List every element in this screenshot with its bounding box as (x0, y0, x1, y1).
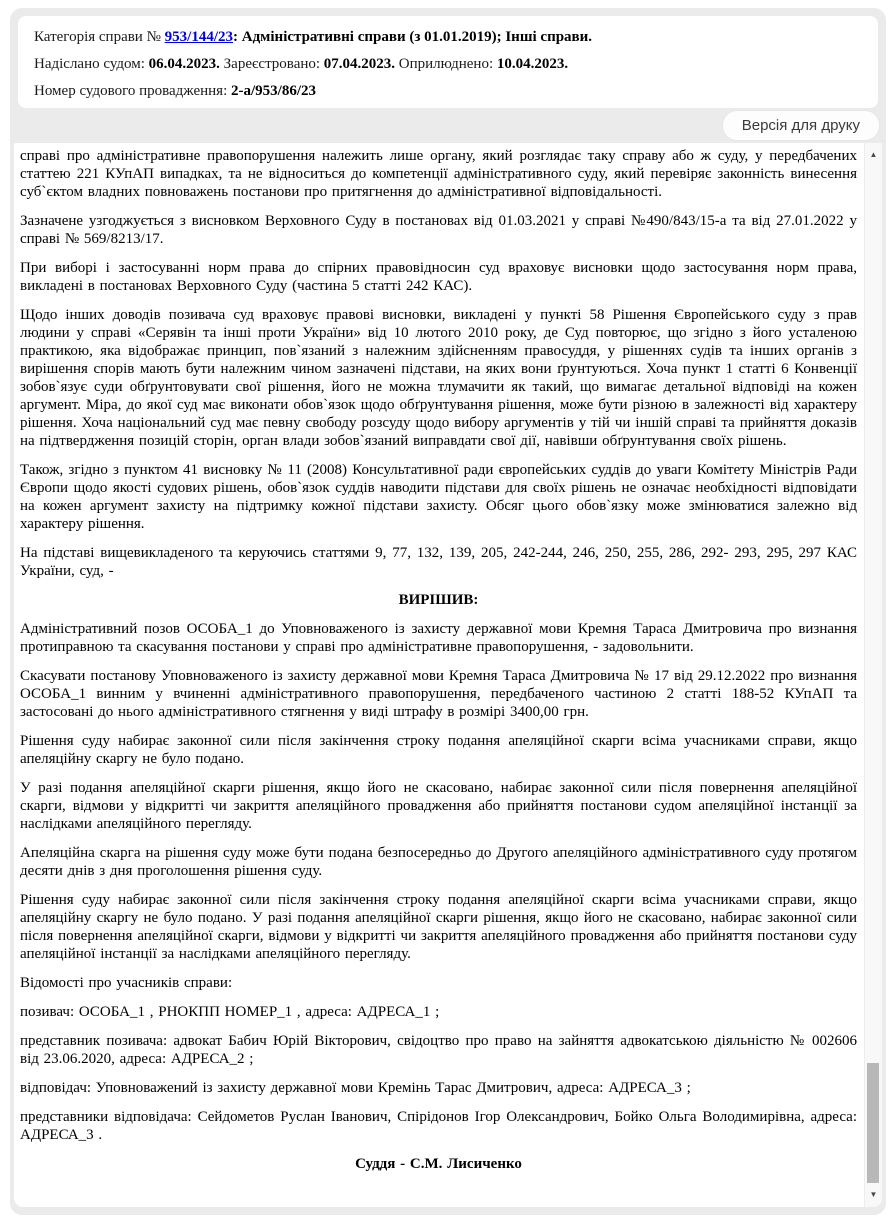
sent-label: Надіслано судом: (34, 56, 149, 72)
document-paragraph: представник позивача: адвокат Бабич Юрій Вікторович, свідоцтво про право на зайняття адвокатською діяльністю № 002606 від 23.06.2020, адреса: АДРЕСА_2 ; (20, 1033, 857, 1067)
document-paragraph: У разі подання апеляційної скарги рішення, якщо його не скасовано, набирає законної сили після повернення апеляційної скарги, відмови у відкритті чи закриття апеляційного провадження або прийняття постанови судом апеляційної інстанції за наслідками апеляційного перегляду. (20, 780, 857, 832)
published-date: 10.04.2023. (496, 56, 569, 72)
proceeding-number-line (34, 78, 862, 105)
document-paragraph: На підставі вищевикладеного та керуючись статтями 9, 77, 132, 139, 205, 242-244, 246, 250, 255, 286, 292- 293, 295, 297 КАС України, суд, - (20, 545, 857, 579)
proceeding-label: Номер судового провадження: (34, 83, 231, 99)
case-category-line (34, 24, 862, 51)
document-paragraph: Адміністративний позов ОСОБА_1 до Уповноваженого із захисту державної мови Кремня Тараса Дмитровича про визнання протиправною та скасування постанови у справі про адміністративне правопорушення, - задовольнити. (20, 621, 857, 655)
registered-label: Зареєстровано: (219, 56, 324, 72)
document-paragraph: Апеляційна скарга на рішення суду може бути подана безпосередньо до Другого апеляційного адміністративного суду протягом десяти днів з дня проголошення рішення суду. (20, 845, 857, 879)
document-paragraph: ВИРІШИВ: (398, 592, 479, 608)
case-category-value: : Адміністративні справи (з 01.01.2019); Інші справи. (233, 29, 593, 45)
document-paragraph: позивач: ОСОБА_1 , РНОКПП НОМЕР_1 , адреса: АДРЕСА_1 ; (20, 1004, 440, 1020)
sent-date: 06.04.2023. (148, 56, 220, 72)
proceeding-number: 2-а/953/86/23 (231, 83, 316, 99)
document-paragraph: Суддя - С.М. Лисиченко (355, 1156, 522, 1172)
published-label: Оприлюднено: (395, 56, 497, 72)
document-paragraph: відповідач: Уповноважений із захисту державної мови Кремінь Тарас Дмитрович, адреса: АДРЕСА_3 ; (20, 1080, 691, 1096)
document-paragraph: Зазначене узгоджується з висновком Верховного Суду в постановах від 01.03.2021 у справі №490/843/15-а та від 27.01.2022 у справі № 569/8213/17. (20, 213, 857, 247)
scroll-down-icon[interactable]: ▼ (869, 1190, 878, 1199)
print-version-button[interactable]: Версія для друку (722, 110, 880, 141)
scrollbar-thumb[interactable] (867, 1063, 879, 1183)
case-meta-panel (18, 16, 878, 108)
document-scrollbar[interactable] (864, 143, 882, 1207)
case-number-link[interactable]: 953/144/23 (164, 29, 233, 45)
scroll-up-icon[interactable]: ▲ (869, 150, 878, 159)
document-paragraph: Рішення суду набирає законної сили після закінчення строку подання апеляційної скарги всіма учасниками справи, якщо апеляційну скаргу не було подано. (20, 733, 857, 767)
document-paragraph: справі про адміністративне правопорушення належить лише органу, який розглядає таку справу або ж суду, у передбачених статтею 221 КУпАП випадках, та не відноситься до компетенції адміністративного суду, який перевіряє законність винесення суб`єктом владних повноважень постанови про притягнення до адміністративної відповідальності. (20, 148, 857, 200)
document-paragraph: Рішення суду набирає законної сили після закінчення строку подання апеляційної скарги всіма учасниками справи, якщо апеляційну скаргу не було подано. У разі подання апеляційної скарги рішення, якщо його не скасовано, набирає законної сили після повернення апеляційної скарги, відмови у відкритті чи закриття апеляційного провадження або прийняття постанови суду апеляційної інстанції за наслідками апеляційного перегляду. (20, 892, 857, 962)
case-card (10, 8, 886, 1215)
document-paragraph: Щодо інших доводів позивача суд враховує правові висновки, викладені у пункті 58 Рішення Європейського суду з прав людини у справі «Серявін та інші проти України» від 10 лютого 2010 року, де Суд повторює, що згідно з його усталеною практикою, яка відображає принцип, пов`язаний з належним здійсненням правосуддя, у рішеннях судів та інших органів з вирішення спорів мають бути належним чином зазначені підстави, на яких вони ґрунтуються. Хоча пункт 1 статті 6 Конвенції зобов`язує суди обґрунтовувати свої рішення, його не можна тлумачити як такий, що вимагає детальної відповіді на кожен аргумент. Міра, до якої суд має виконати обов`язок щодо обґрунтування рішення, може бути різною в залежності від характеру рішення. Хоча національний суд має певну свободу розсуду щодо вибору аргументів у тій чи іншій справі та прийняття доказів на підтвердження позицій сторін, орган влади зобов`язаний виправдати свої дії, навівши обґрунтування своїх рішень. (20, 307, 857, 449)
document-paragraph: При виборі і застосуванні норм права до спірних правовідносин суд враховує висновки щодо застосування норм права, викладені в постановах Верховного Суду (частина 5 статті 242 КАС). (20, 260, 857, 294)
case-dates-line (34, 51, 862, 78)
document-viewer[interactable] (14, 143, 882, 1207)
registered-date: 07.04.2023. (323, 56, 396, 72)
document-paragraph: Також, згідно з пунктом 41 висновку № 11 (2008) Консультативної ради європейських суддів до уваги Комітету Міністрів Ради Європи щодо якості судових рішень, обов`язок суддів наводити підстави для своїх рішень не означає необхідності відповідати на кожен аргумент захисту на підтримку кожної підстави захисту. Обсяг цього обов`язку може змінюватися залежно від характеру рішення. (20, 462, 857, 532)
document-paragraph: Скасувати постанову Уповноваженого із захисту державної мови Кремня Тараса Дмитровича № 17 від 29.12.2022 про визнання ОСОБА_1 винним у вчиненні адміністративного правопорушення, передбаченого частиною 2 статті 188-52 КУпАП та застосовані до нього адміністративного стягнення у виді штрафу в розмірі 3400,00 грн. (20, 668, 857, 720)
document-paragraph: представники відповідача: Сейдометов Руслан Іванович, Спірідонов Ігор Олександрович, Бойко Ольга Володимирівна, адреса: АДРЕСА_3 . (20, 1109, 857, 1143)
case-category-label: Категорія справи № (34, 29, 165, 45)
document-paragraph: Відомості про учасників справи: (20, 975, 233, 991)
document-paragraphs (20, 147, 857, 1205)
